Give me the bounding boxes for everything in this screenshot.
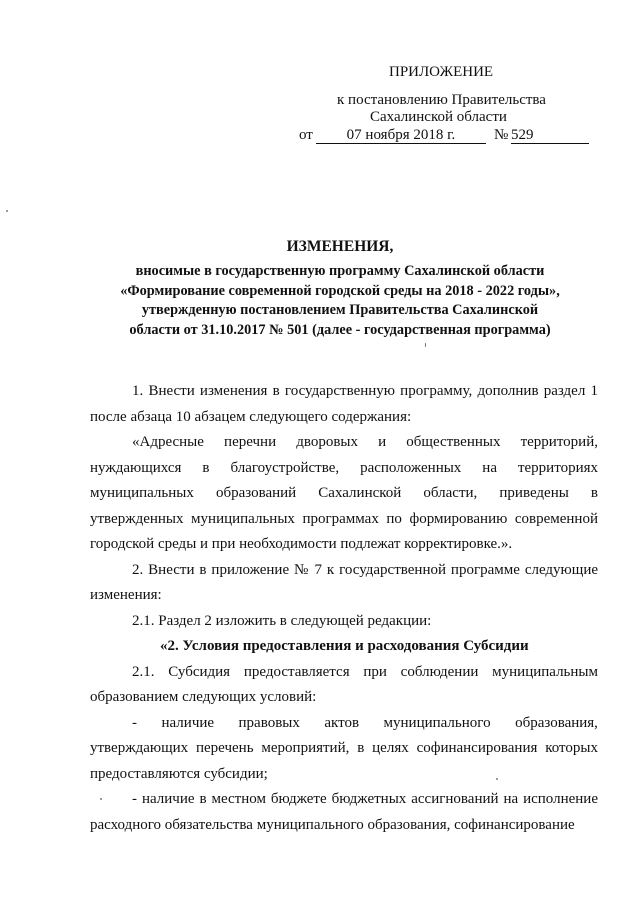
scan-speck	[100, 798, 102, 800]
appendix-line-1: к постановлению Правительства	[337, 92, 546, 108]
bullet-word: правовых	[238, 714, 300, 731]
appendix-line-2: Сахалинской области	[370, 109, 507, 125]
scan-speck	[6, 210, 8, 212]
paragraph-1: 1. Внести изменения в государственную программу, дополнив раздел 1 после абзаца 10 абзацем следующего содержания:	[90, 383, 598, 425]
scan-speck	[425, 343, 426, 347]
subtitle-line: области от 31.10.2017 № 501 (далее - государственная программа)	[129, 321, 551, 338]
bullet-2: - наличие в местном бюджете бюджетных ассигнований на исполнение расходного обязательства муниципального образования, софинансирование	[90, 791, 598, 833]
bullet-word: -	[132, 714, 137, 731]
subtitle-line: «Формирование современной городской среды на 2018 - 2022 годы»,	[120, 282, 560, 299]
paragraph-4: 2.1. Раздел 2 изложить в следующей редакции:	[132, 612, 432, 629]
bullet-word: образования,	[515, 714, 598, 731]
section-heading: «2. Условия предоставления и расходования Субсидии	[160, 638, 529, 654]
bullet-1-continuation: утверждающих перечень мероприятий, в целях софинансирования которых предоставляются субсидии;	[90, 740, 598, 782]
paragraph-3: 2. Внести в приложение № 7 к государственной программе следующие изменения:	[90, 561, 598, 603]
number-prefix: №	[494, 127, 509, 143]
bullet-word: наличие	[161, 714, 215, 731]
document-body	[90, 379, 598, 838]
bullet-1-first-line	[90, 711, 598, 737]
date-field	[316, 126, 486, 144]
scan-speck	[496, 778, 498, 780]
bullet-word: актов	[324, 714, 360, 731]
appendix-label: ПРИЛОЖЕНИЕ	[389, 64, 494, 80]
document-title: ИЗМЕНЕНИЯ,	[286, 238, 394, 255]
document-subtitle	[80, 262, 600, 340]
date-value: 07 ноября 2018 г.	[316, 128, 486, 144]
number-field	[511, 126, 589, 144]
paragraph-5: 2.1. Субсидия предоставляется при соблюдении муниципальным образованием следующих условий:	[90, 663, 598, 705]
paragraph-2-quote: «Адресные перечни дворовых и общественных территорий, нуждающихся в благоустройстве, расположенных на территориях муниципальных образований Сахалинской области, приведены в утвержденных муниципальных программах по формированию современной городской среды и при необходимости подлежат корректировке.».	[90, 434, 598, 552]
subtitle-line: утвержденную постановлением Правительства Сахалинской	[141, 302, 539, 318]
date-prefix: от	[299, 127, 313, 143]
number-value: 529	[511, 128, 589, 144]
bullet-word: муниципального	[383, 714, 491, 731]
subtitle-line: вносимые в государственную программу Сахалинской области	[135, 263, 545, 279]
